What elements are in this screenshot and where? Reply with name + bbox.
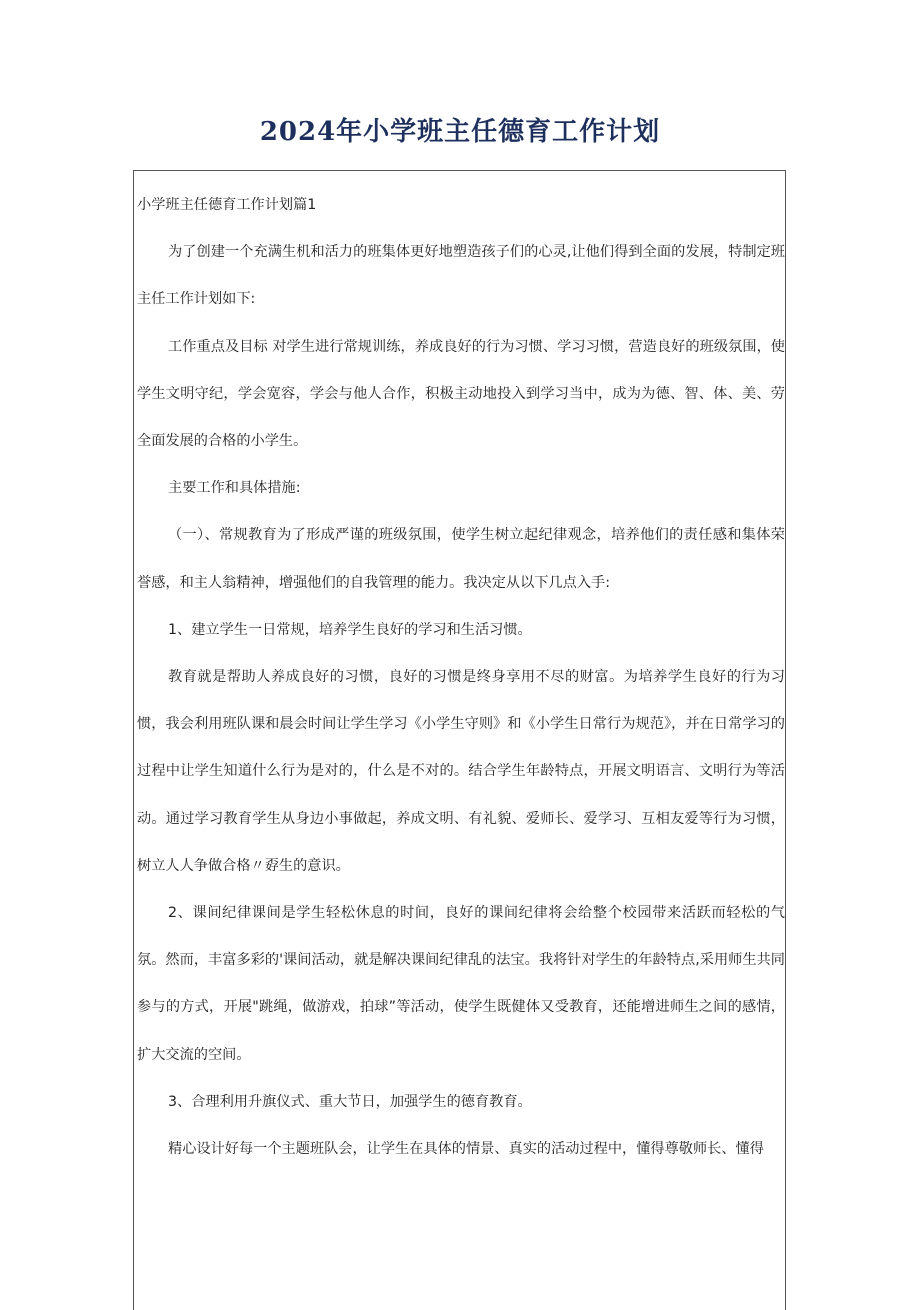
paragraph-item-3: 3、合理利用升旗仪式、重大节日，加强学生的德育教育。 bbox=[168, 1093, 532, 1110]
paragraph-item-2: 2、课间纪律课间是学生轻松休息的时间，良好的课间纪律将会给整个校园带来活跃而轻松的气氛。然而，丰富多彩的'课间活动，就是解决课间纪律乱的法宝。我将针对学生的年龄特点,采用师生共同参与的方式，开展"跳绳，做游戏，拍球”等活动，使学生既健体又受教育，还能增进师生之间的感情，扩大交流的空间。 bbox=[137, 905, 785, 1063]
paragraph-class-meeting: 精心设计好每一个主题班队会，让学生在具体的情景、真实的活动过程中，懂得尊敬师长、懂得 bbox=[168, 1141, 764, 1158]
paragraph-item-1: 1、建立学生一日常规，培养学生良好的学习和生活习惯。 bbox=[168, 621, 532, 638]
paragraph-intro: 为了创建一个充满生机和活力的班集体更好地塑造孩子们的心灵,让他们得到全面的发展，特制定班主任工作计划如下: bbox=[137, 244, 785, 308]
paragraph-habits: 教育就是帮助人养成良好的习惯，良好的习惯是终身享用不尽的财富。为培养学生良好的行为习惯，我会利用班队课和晨会时间让学生学习《小学生守则》和《小学生日常行为规范》，并在日常学习的过程中让学生知道什么行为是对的，什么是不对的。结合学生年龄特点，开展文明语言、文明行为等活动。通过学习教育学生从身边小事做起，养成文明、有礼貌、爱师长、爱学习、互相友爱等行为习惯，树立人人争做合格〃孬生的意识。 bbox=[137, 669, 785, 874]
document-title: 2024年小学班主任德育工作计划 bbox=[259, 117, 661, 147]
paragraph-goals: 工作重点及目标 对学生进行常规训练，养成良好的行为习惯、学习习惯，营造良好的班级氛围，使学生文明守纪，学会宽容，学会与他人合作，积极主动地投入到学习当中，成为为德、智、体、美、劳全面发展的合格的小学生。 bbox=[137, 338, 785, 450]
paragraph-measures-heading: 主要工作和具体措施: bbox=[168, 480, 301, 497]
section-heading: 小学班主任德育工作计划篇1 bbox=[137, 197, 317, 213]
paragraph-routine-education: （一）、常规教育为了形成严谨的班级氛围，使学生树立起纪律观念，培养他们的责任感和集体荣誉感，和主人翁精神，增强他们的自我管理的能力。我决定从以下几点入手: bbox=[137, 527, 785, 591]
document-body bbox=[137, 182, 785, 1173]
